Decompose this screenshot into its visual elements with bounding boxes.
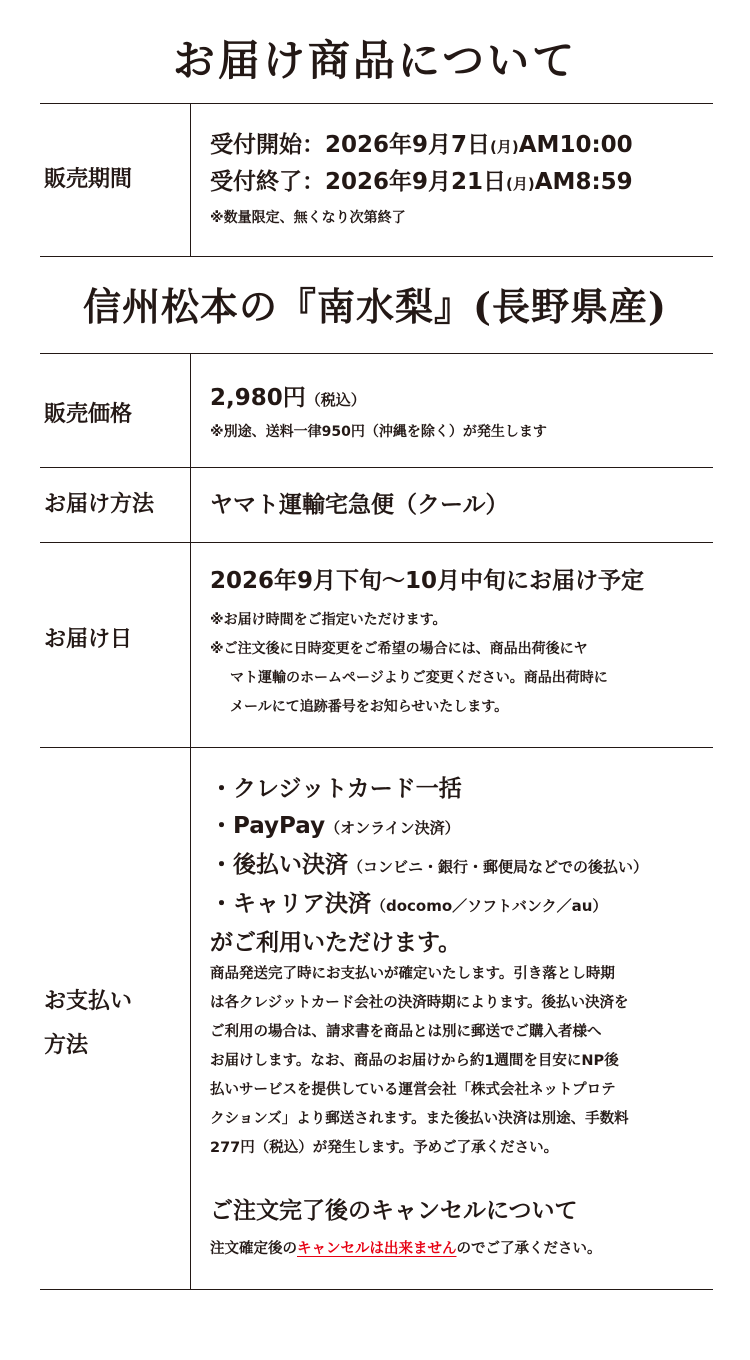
payment-method: ・クレジットカード一括 — [210, 776, 462, 802]
product-title: 信州松本の『南水梨』(長野県産) — [83, 284, 667, 329]
divider — [40, 256, 713, 257]
delivery-value: 2026年9月下旬〜10月中旬にお届け予定 — [210, 568, 645, 594]
cancel-title: ご注文完了後のキャンセルについて — [210, 1198, 578, 1224]
shipping-label: お届け方法 — [44, 492, 155, 517]
delivery-note: ※お届け時間をご指定いただけます。 ※ご注文後に日時変更をご希望の場合には、商品出荷後にヤ マト運輸のホームページよりご変更ください。商品出荷時に メールにて追跡番号をお知らせいたします。 — [210, 612, 608, 715]
payment-method: ・PayPay（オンライン決済） — [210, 813, 460, 839]
price-label: 販売価格 — [44, 402, 133, 427]
divider — [40, 1289, 713, 1290]
price-value: 2,980円（税込） — [210, 385, 366, 411]
period-note: ※数量限定、無くなり次第終了 — [210, 210, 406, 226]
payment-label: お支払い 方法 — [44, 989, 133, 1058]
payment-method: ・後払い決済（コンビニ・銀行・郵便局などでの後払い） — [210, 852, 649, 878]
shipping-value: ヤマト運輸宅急便（クール） — [210, 492, 509, 518]
cancel-warning: キャンセルは出来ません — [297, 1241, 457, 1257]
divider — [40, 542, 713, 543]
period-end: 受付終了：2026年9月21日(月)AM8:59 — [210, 169, 633, 195]
cancel-note: 注文確定後のキャンセルは出来ませんのでご了承ください。 — [210, 1241, 602, 1257]
delivery-label: お届け日 — [44, 627, 133, 652]
divider — [40, 353, 713, 354]
payment-methods — [210, 771, 715, 962]
divider — [40, 103, 713, 104]
payment-method: ・キャリア決済（docomo／ソフトバンク／au） — [210, 891, 608, 917]
period-label: 販売期間 — [44, 167, 133, 192]
column-divider — [190, 353, 191, 1289]
period-start: 受付開始：2026年9月7日(月)AM10:00 — [210, 132, 633, 158]
divider — [40, 467, 713, 468]
column-divider — [190, 103, 191, 256]
payment-description: 商品発送完了時にお支払いが確定いたします。引き落とし時期 は各クレジットカード会社の決済時期によります。後払い決済を ご利用の場合は、請求書を商品とは別に郵送でご購入者様へ お届けします。なお、商品のお届けから約1週間を目安にNP後 払いサービスを提供している運営会社「株式会社ネットプロテ クションズ」より郵送されます。また後払い決済は別途、手数料 277円（税込）が発生します。予めご了承ください。 — [210, 966, 629, 1156]
page-title: お届け商品について — [172, 36, 578, 85]
payment-available: がご利用いただけます。 — [210, 930, 462, 956]
divider — [40, 747, 713, 748]
price-note: ※別途、送料一律950円（沖縄を除く）が発生します — [210, 424, 547, 440]
